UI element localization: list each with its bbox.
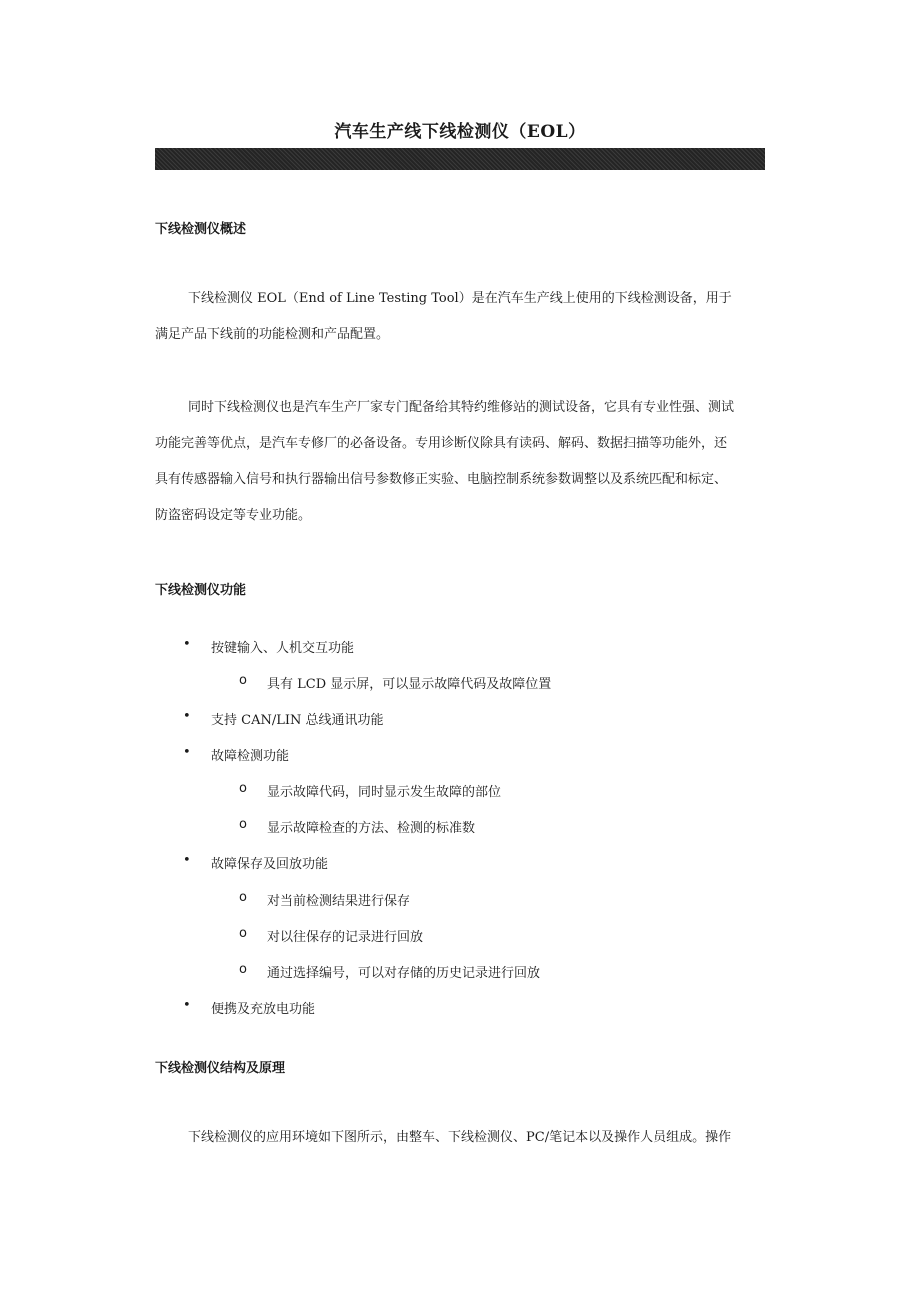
circle-bullet-icon: o — [239, 817, 247, 832]
circle-bullet-icon: o — [239, 926, 247, 941]
section-heading-functions: 下线检测仪功能 — [155, 583, 247, 598]
list-item: 按键输入、人机交互功能 — [211, 641, 355, 656]
circle-bullet-icon: o — [239, 781, 247, 796]
list-item: 通过选择编号，可以对存储的历史记录进行回放 — [267, 966, 541, 981]
section-heading-overview: 下线检测仪概述 — [155, 222, 247, 237]
bullet-icon: • — [183, 998, 191, 1013]
list-item: 对以往保存的记录进行回放 — [267, 930, 424, 945]
paragraph-line: 下线检测仪的应用环境如下图所示，由整车、下线检测仪、PC/笔记本以及操作人员组成。操作 — [188, 1130, 732, 1145]
paragraph-line: 下线检测仪 EOL（End of Line Testing Tool）是在汽车生产线上使用的下线检测设备，用于 — [188, 291, 732, 306]
list-item: 便携及充放电功能 — [211, 1002, 316, 1017]
paragraph-structure-1 — [155, 1120, 765, 1156]
circle-bullet-icon: o — [239, 890, 247, 905]
paragraph-line: 同时下线检测仪也是汽车生产厂家专门配备给其特约维修站的测试设备，它具有专业性强、测试 — [188, 400, 735, 415]
list-item: 对当前检测结果进行保存 — [267, 894, 411, 909]
paragraph-overview-2 — [155, 390, 765, 534]
bullet-icon: • — [183, 745, 191, 760]
bullet-icon: • — [183, 637, 191, 652]
circle-bullet-icon: o — [239, 673, 247, 688]
list-item: 故障保存及回放功能 — [211, 857, 329, 872]
title-divider-bar — [155, 148, 765, 170]
paragraph-line: 具有传感器输入信号和执行器输出信号参数修正实验、电脑控制系统参数调整以及系统匹配和标定、 — [155, 472, 728, 487]
section-heading-structure: 下线检测仪结构及原理 — [155, 1061, 286, 1076]
paragraph-line: 防盗密码设定等专业功能。 — [155, 508, 312, 523]
list-item: 支持 CAN/LIN 总线通讯功能 — [211, 713, 384, 728]
list-item: 显示故障检查的方法、检测的标准数 — [267, 821, 476, 836]
circle-bullet-icon: o — [239, 962, 247, 977]
list-item: 显示故障代码，同时显示发生故障的部位 — [267, 785, 502, 800]
paragraph-overview-1 — [155, 281, 765, 353]
bullet-icon: • — [183, 709, 191, 724]
list-item: 故障检测功能 — [211, 749, 290, 764]
list-item: 具有 LCD 显示屏，可以显示故障代码及故障位置 — [267, 677, 552, 692]
paragraph-line: 满足产品下线前的功能检测和产品配置。 — [155, 327, 390, 342]
bullet-icon: • — [183, 853, 191, 868]
document-title: 汽车生产线下线检测仪（EOL） — [334, 122, 586, 142]
paragraph-line: 功能完善等优点，是汽车专修厂的必备设备。专用诊断仪除具有读码、解码、数据扫描等功能外，还 — [155, 436, 728, 451]
